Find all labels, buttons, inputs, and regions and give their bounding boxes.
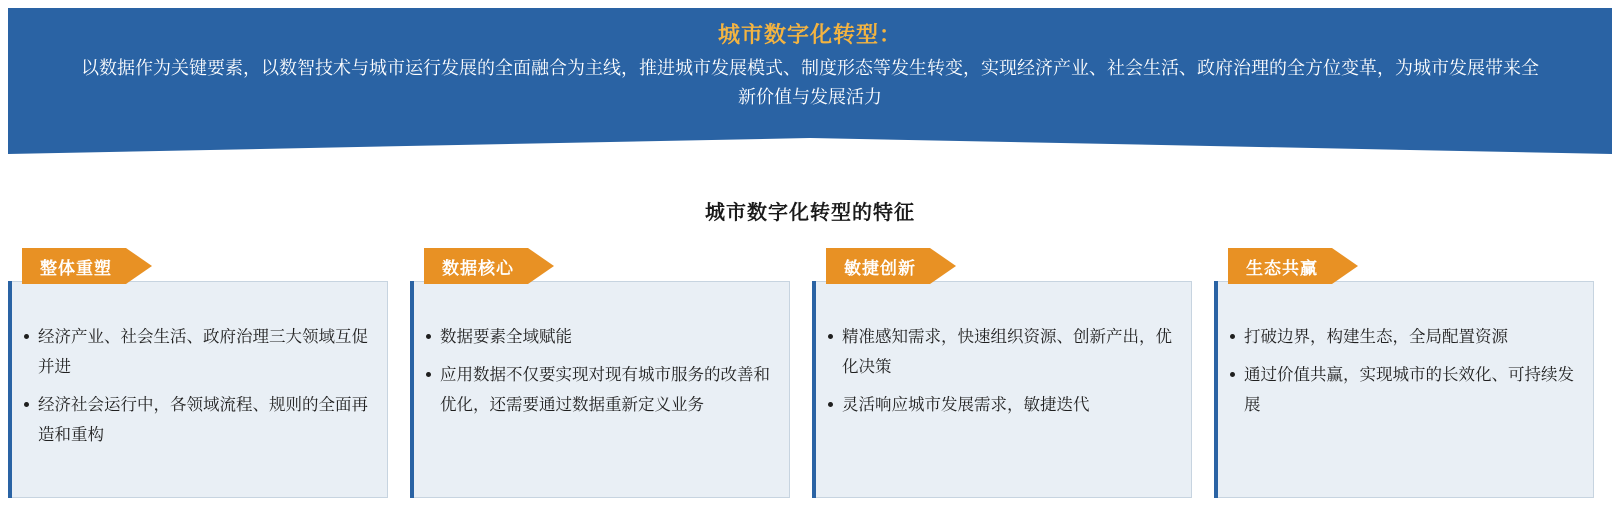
bullet-dot-icon [426, 334, 431, 339]
list-item [1230, 322, 1580, 352]
card-ribbon-label: 数据核心 [424, 248, 528, 284]
ribbon-arrow-icon [528, 248, 554, 284]
definition-banner [8, 8, 1612, 148]
ribbon-arrow-icon [930, 248, 956, 284]
bullet-dot-icon [1230, 372, 1235, 377]
list-item-text: 经济产业、社会生活、政府治理三大领域互促并进 [38, 328, 368, 376]
feature-card [1214, 248, 1594, 498]
list-item-text: 经济社会运行中，各领域流程、规则的全面再造和重构 [38, 396, 368, 444]
list-item-text: 数据要素全域赋能 [440, 328, 572, 346]
list-item-text: 通过价值共赢，实现城市的长效化、可持续发展 [1244, 366, 1574, 414]
card-ribbon [424, 248, 554, 284]
banner-body-box [8, 8, 1612, 138]
bullet-dot-icon [828, 334, 833, 339]
banner-description: 以数据作为关键要素，以数智技术与城市运行发展的全面融合为主线，推进城市发展模式、制度形态等发生转变，实现经济产业、社会生活、政府治理的全方位变革，为城市发展带来全新价值与发展活力 [81, 58, 1539, 107]
bullet-dot-icon [426, 372, 431, 377]
ribbon-arrow-icon [1332, 248, 1358, 284]
card-content [24, 322, 374, 458]
section-title: 城市数字化转型的特征 [705, 202, 915, 224]
bullet-dot-icon [24, 402, 29, 407]
feature-card [812, 248, 1192, 498]
list-item [828, 390, 1178, 420]
bullet-dot-icon [24, 334, 29, 339]
banner-title: 城市数字化转型： [717, 22, 902, 47]
list-item [24, 322, 374, 382]
list-item-text: 精准感知需求，快速组织资源、创新产出，优化决策 [842, 328, 1172, 376]
list-item [426, 322, 776, 352]
card-ribbon [826, 248, 956, 284]
list-item [24, 390, 374, 450]
card-ribbon-label: 敏捷创新 [826, 248, 930, 284]
card-content [426, 322, 776, 428]
list-item-text: 打破边界，构建生态，全局配置资源 [1244, 328, 1508, 346]
list-item-text: 应用数据不仅要实现对现有城市服务的改善和优化，还需要通过数据重新定义业务 [440, 366, 770, 414]
card-content [1230, 322, 1580, 428]
bullet-dot-icon [1230, 334, 1235, 339]
card-ribbon-label: 生态共赢 [1228, 248, 1332, 284]
feature-card [410, 248, 790, 498]
ribbon-arrow-icon [126, 248, 152, 284]
list-item [1230, 360, 1580, 420]
banner-arrow-icon [8, 138, 1612, 154]
bullet-dot-icon [828, 402, 833, 407]
list-item [828, 322, 1178, 382]
card-ribbon [1228, 248, 1358, 284]
list-item-text: 灵活响应城市发展需求，敏捷迭代 [842, 396, 1090, 414]
card-ribbon [22, 248, 152, 284]
card-content [828, 322, 1178, 428]
feature-card-row [8, 248, 1612, 498]
card-ribbon-label: 整体重塑 [22, 248, 126, 284]
feature-card [8, 248, 388, 498]
list-item [426, 360, 776, 420]
